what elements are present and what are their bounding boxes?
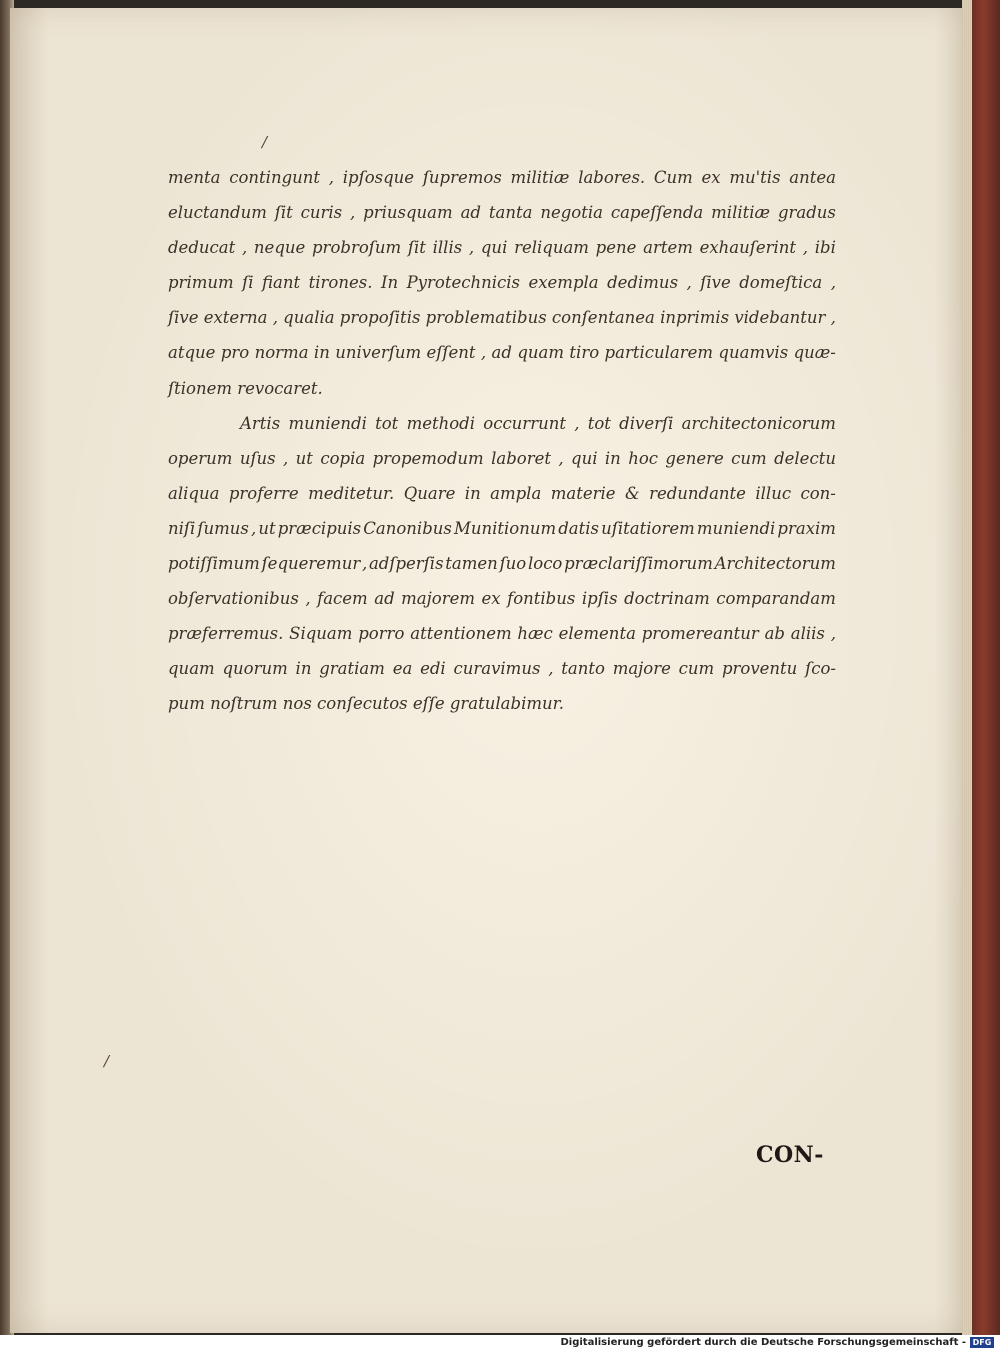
text-line: deducat , neque probroſum ſit illis , qui reliquam pene artem exhauſerint , ibi (168, 238, 836, 258)
text-line: præferremus. Siquam porro attentionem hæc elementa promereantur ab aliis , (168, 624, 836, 644)
text-line: ſtionem revocaret. (168, 378, 323, 398)
pencil-mark-top: / (262, 133, 268, 151)
footer-credit: Digitalisierung gefördert durch die Deutsche Forschungsgemeinschaft - (560, 1337, 966, 1348)
text-line: eluctandum ſit curis , priusquam ad tanta negotia capeſſenda militiæ gradus (168, 203, 836, 223)
dfg-logo: DFG (970, 1337, 994, 1348)
text-line: ſive externa , qualia propoſitis problematibus conſentanea inprimis videbantur , (168, 308, 836, 328)
text-line: atque pro norma in univerſum eſſent , ad quam tiro particularem quamvis quæ- (168, 343, 836, 363)
pencil-mark-margin: / (104, 1052, 110, 1070)
catchword: CON- (756, 1142, 824, 1168)
text-line: obſervationibus , facem ad majorem ex fontibus ipſis doctrinam comparandam (168, 589, 836, 609)
text-line: Artis muniendi tot methodi occurrunt , tot diverſi architectonicorum (240, 413, 836, 433)
text-line: primum ſi fiant tirones. In Pyrotechnicis exempla dedimus , ſive domeſtica , (168, 273, 836, 293)
text-line: operum uſus , ut copia propemodum laboret , qui in hoc genere cum delectu (168, 448, 836, 468)
text-line: menta contingunt , ipſosque ſupremos militiæ labores. Cum ex mu'tis antea (168, 168, 836, 187)
text-line: pum noſtrum nos conſecutos eſſe gratulabimur. (168, 694, 564, 714)
text-line: quam quorum in gratiam ea edi curavimus , tanto majore cum proventu ſco- (168, 659, 836, 679)
book-binding-right (972, 0, 1000, 1338)
body-text (168, 160, 836, 722)
text-line: niſi ſumus , ut præcipuis Canonibus Munitionum datis uſitatiorem muniendi praxim (168, 518, 836, 538)
text-line: aliqua proferre meditetur. Quare in ampla materie & redundante illuc con- (168, 483, 836, 503)
text-line: potiſſimum ſequeremur , adſperſis tamen ſuo loco præclariſſimorum Architectorum (168, 554, 836, 574)
